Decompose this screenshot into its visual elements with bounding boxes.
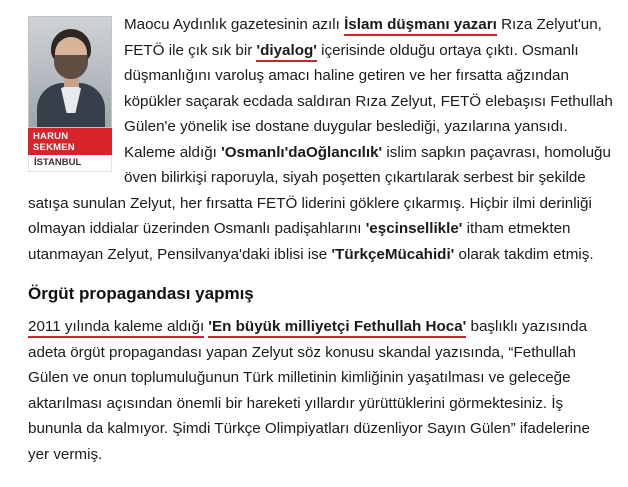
p2-highlight-2011: 2011 yılında kaleme aldığı: [28, 318, 204, 338]
section-subheading: Örgüt propagandası yapmış: [28, 284, 254, 303]
p1-highlight-diyalog: 'diyalog': [256, 42, 316, 62]
author-card: [28, 16, 112, 172]
p1-text-1: Maocu Aydınlık gazetesinin azılı: [124, 16, 345, 33]
article-paragraph-2: [28, 314, 614, 467]
author-city: İSTANBUL: [28, 155, 112, 172]
p2-bold-en-buyuk-milliyetci: 'En büyük milliyetçi Fethullah Hoca': [208, 318, 466, 338]
p1-bold-turkce-mucahidi: 'TürkçeMücahidi': [331, 245, 455, 263]
article-paragraph-1: [28, 12, 614, 267]
author-name: HARUN SEKMEN: [28, 128, 112, 155]
p1-text-5: itham etmekten utanmayan Zelyut, Pensilvanya'daki iblisi ise: [28, 220, 571, 263]
p1-highlight-islam-dusmani: İslam düşmanı yazarı: [344, 16, 497, 36]
article-body: [28, 12, 614, 467]
p1-text-3: içerisinde olduğu ortaya çıktı. Osmanlı düşmanlığını varoluş amacı haline getiren ve her fırsatta ağzından köpükler saçarak ecdada saldıran Rıza Zelyut, FETÖ elebaşısı Fethullah Gülen'e yönelik ise dostane duygular beslediği, yazılarına yansıdı. Kaleme aldığı: [124, 41, 613, 161]
p1-bold-osmanlida-oglancilik: 'Osmanlı'daOğlancılık': [221, 143, 383, 161]
p2-text-2: başlıklı yazısında adeta örgüt propagandası yapan Zelyut söz konusu skandal yazısında, “Fethullah Gülen ve onun toplumuluğunun Türk milletinin kimliğinin yaşatılması ve geleceğe aktarılması açısından önemli bir hareketi yıllardır yürüttüklerini görmektesiniz. İş bununla da kalmıyor. Şimdi Türkçe Olimpiyatları düzenliyor Sayın Gülen” ifadelerine yer vermiş.: [28, 318, 590, 463]
p1-bold-escinsellikle: 'eşcinsellikle': [365, 220, 463, 237]
author-photo: [28, 16, 112, 128]
p1-text-2: Rıza Zelyut'un, FETÖ ile çık sık bir: [124, 16, 602, 59]
p1-text-4: islim sapkın paçavrası, homoluğu öven bilirkişi raporuyla, siyah poşetten çıkartılarak serbest bir şekilde satışa sunulan Zelyut, her fırsatta FETÖ liderini göklere çıkarmış. Hiçbir ilmi derinliği olmayan iddialar üzerinden Osmanlı padişahlarını: [28, 143, 611, 237]
p1-text-6: olarak takdim etmiş.: [454, 245, 594, 263]
author-photo-beard: [54, 55, 88, 79]
